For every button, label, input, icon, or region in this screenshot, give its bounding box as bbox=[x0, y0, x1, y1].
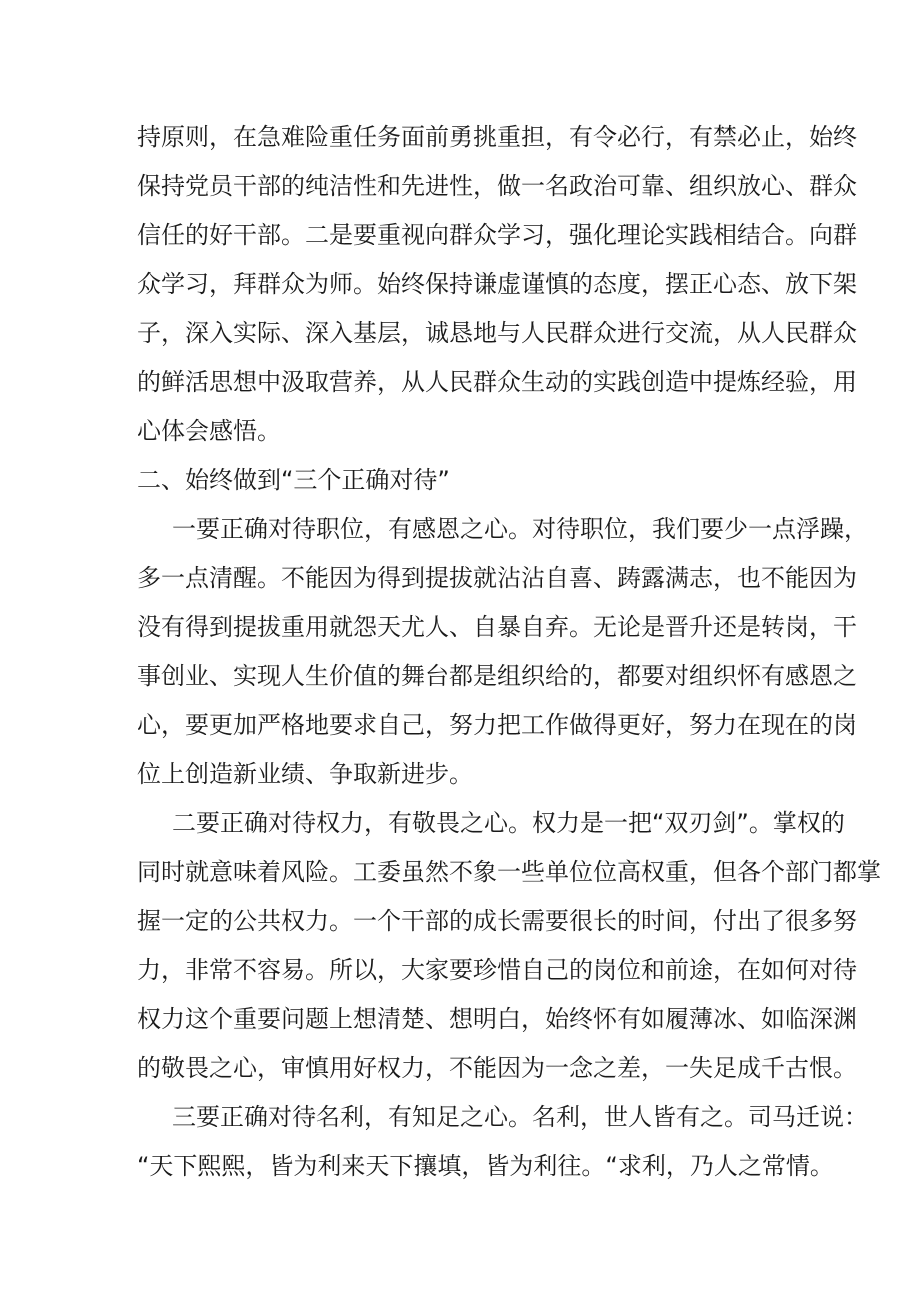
text-line: 多一点清醒。不能因为得到提拔就沾沾自喜、踌露满志，也不能因为 bbox=[137, 564, 857, 592]
text-line: 众学习，拜群众为师。始终保持谦虚谨慎的态度，摆正心态、放下架 bbox=[137, 270, 857, 298]
text-line: 事创业、实现人生价值的舞台都是组织给的，都要对组织怀有感恩之 bbox=[137, 662, 857, 690]
text-line: 二要正确对待权力，有敬畏之心。权力是一把“双刃剑”。掌权的 bbox=[172, 809, 845, 837]
text-line: 位上创造新业绩、争取新进步。 bbox=[137, 760, 473, 788]
text-line: 的敬畏之心，审慎用好权力，不能因为一念之差，一失足成千古恨。 bbox=[137, 1054, 857, 1082]
text-line: 握一定的公共权力。一个干部的成长需要很长的时间，付出了很多努 bbox=[137, 907, 857, 935]
text-line: 子，深入实际、深入基层，诚恳地与人民群众进行交流，从人民群众 bbox=[137, 319, 857, 347]
text-line: 的鲜活思想中汲取营养，从人民群众生动的实践创造中提炼经验，用 bbox=[137, 368, 857, 396]
text-line: 心体会感悟。 bbox=[137, 417, 281, 445]
text-line: “天下熙熙，皆为利来天下攘填，皆为利往。“求利，乃人之常情。 bbox=[137, 1152, 834, 1180]
section-heading: 二、始终做到“三个正确对待” bbox=[137, 466, 450, 494]
text-line: 力，非常不容易。所以，大家要珍惜自己的岗位和前途，在如何对待 bbox=[137, 956, 857, 984]
text-line: 同时就意味着风险。工委虽然不象一些单位位高权重，但各个部门都掌 bbox=[137, 858, 881, 886]
text-line: 没有得到提拔重用就怨天尤人、自暴自弃。无论是晋升还是转岗，干 bbox=[137, 613, 857, 641]
text-line: 保持党员干部的纯洁性和先进性，做一名政治可靠、组织放心、群众 bbox=[137, 172, 857, 200]
text-line: 心，要更加严格地要求自己，努力把工作做得更好，努力在现在的岗 bbox=[137, 711, 857, 739]
text-line: 持原则，在急难险重任务面前勇挑重担，有令必行，有禁必止，始终 bbox=[137, 123, 857, 151]
text-line: 一要正确对待职位，有感恩之心。对待职位，我们要少一点浮躁， bbox=[172, 515, 868, 543]
text-line: 三要正确对待名利，有知足之心。名利，世人皆有之。司马迁说： bbox=[172, 1103, 868, 1131]
text-line: 信任的好干部。二是要重视向群众学习，强化理论实践相结合。向群 bbox=[137, 221, 857, 249]
text-line: 权力这个重要问题上想清楚、想明白，始终怀有如履薄冰、如临深渊 bbox=[137, 1005, 857, 1033]
